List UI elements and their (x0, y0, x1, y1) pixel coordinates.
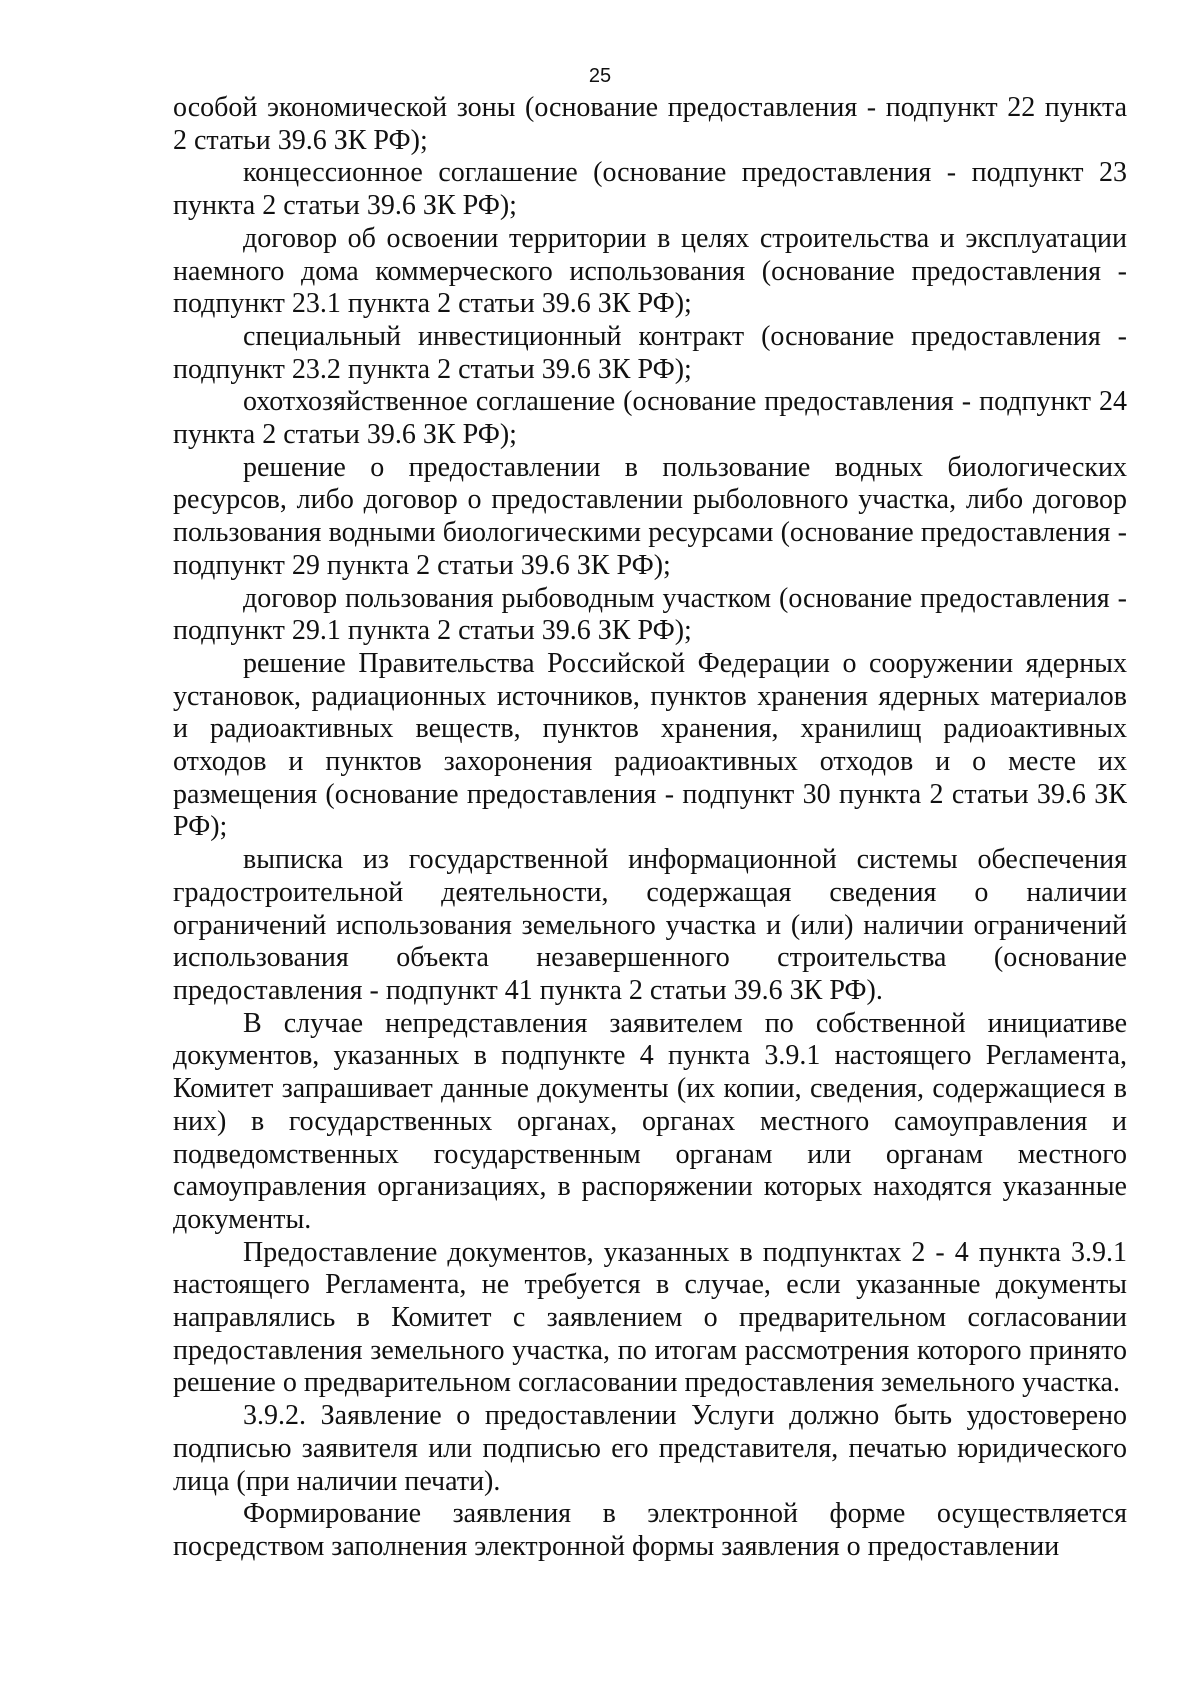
paragraph-special-investment-contract: специальный инвестиционный контракт (основание предоставления - подпункт 23.2 пункта 2 статьи 39.6 ЗК РФ); (173, 320, 1127, 385)
paragraph-electronic-form: Формирование заявления в электронной форме осуществляется посредством заполнения электронной формы заявления о предоставлении (173, 1498, 1127, 1562)
paragraph-documents-not-required: Предоставление документов, указанных в подпунктах 2 - 4 пункта 3.9.1 настоящего Регламента, не требуется в случае, если указанные документы направлялись в Комитет с заявлением о предварительном согласовании предоставления земельного участка, по итогам рассмотрения которого принято решение о предварительном согласовании предоставления земельного участка. (173, 1236, 1127, 1399)
paragraph-fish-farming-agreement: договор пользования рыбоводным участком (основание предоставления - подпункт 29.1 пункта 2 статьи 39.6 ЗК РФ); (173, 582, 1127, 647)
paragraph-section-3-9-2: 3.9.2. Заявление о предоставлении Услуги должно быть удостоверено подписью заявителя или подписью его представителя, печатью юридического лица (при наличии печати). (173, 1400, 1127, 1497)
paragraph-urban-planning-extract: выписка из государственной информационной системы обеспечения градостроительной деятельности, содержащая сведения о наличии ограничений использования земельного участка и (или) наличии ограничений использования объекта незавершенного строительства (основание предоставления - подпункт 41 пункта 2 статьи 39.6 ЗК РФ). (173, 844, 1127, 1006)
paragraph-government-nuclear-decision: решение Правительства Российской Федерации о сооружении ядерных установок, радиационных источников, пунктов хранения ядерных материалов и радиоактивных веществ, пунктов хранения, хранилищ радиоактивных отходов и пунктов захоронения радиоактивных отходов и о месте их размещения (основание предоставления - подпункт 30 пункта 2 статьи 39.6 ЗК РФ); (173, 647, 1127, 843)
paragraph-territory-development-agreement: договор об освоении территории в целях строительства и эксплуатации наемного дома коммерческого использования (основание предоставления - подпункт 23.1 пункта 2 статьи 39.6 ЗК РФ); (173, 222, 1127, 320)
paragraph-continuation: особой экономической зоны (основание предоставления - подпункт 22 пункта 2 статьи 39.6 ЗК РФ); (173, 92, 1127, 156)
paragraph-hunting-agreement: охотхозяйственное соглашение (основание предоставления - подпункт 24 пункта 2 статьи 39.6 ЗК РФ); (173, 386, 1127, 451)
document-body (173, 92, 1127, 1564)
paragraph-aquatic-resources-decision: решение о предоставлении в пользование водных биологических ресурсов, либо договор о предоставлении рыболовного участка, либо договор пользования водными биологическими ресурсами (основание предоставления - подпункт 29 пункта 2 статьи 39.6 ЗК РФ); (173, 451, 1127, 581)
paragraph-document-request: В случае непредставления заявителем по собственной инициативе документов, указанных в подпункте 4 пункта 3.9.1 настоящего Регламента, Комитет запрашивает данные документы (их копии, сведения, содержащиеся в них) в государственных органах, органах местного самоуправления и подведомственных государственным органам или органам местного самоуправления организациях, в распоряжении которых находятся указанные документы. (173, 1007, 1127, 1235)
paragraph-concession-agreement: концессионное соглашение (основание предоставления - подпункт 23 пункта 2 статьи 39.6 ЗК РФ); (173, 157, 1127, 222)
page-number: 25 (588, 65, 612, 87)
